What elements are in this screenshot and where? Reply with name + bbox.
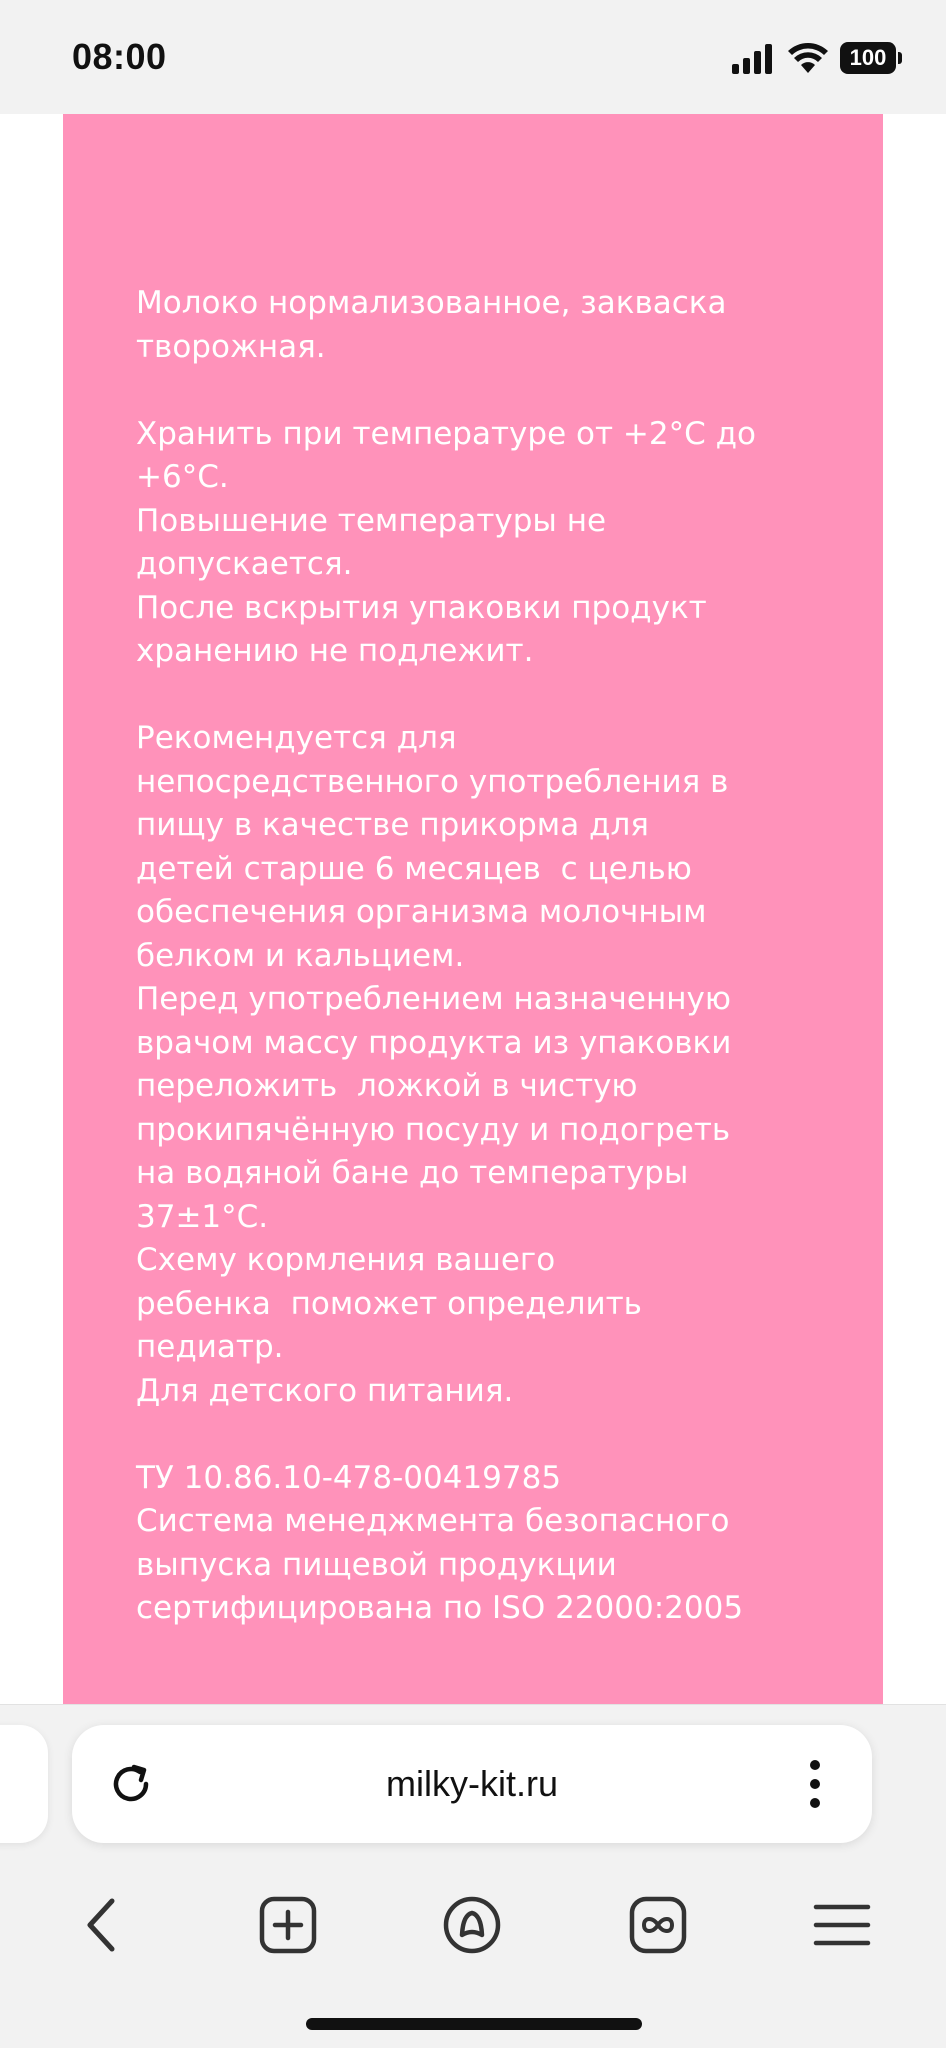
text-line: сертифицирована по ISO 22000:2005 [136, 1590, 744, 1626]
signal-icon [732, 44, 776, 74]
text-line: Система менеджмента безопасного [136, 1503, 730, 1539]
text-line: пищу в качестве прикорма для [136, 807, 649, 843]
back-icon [82, 1897, 122, 1953]
text-line: выпуска пищевой продукции [136, 1546, 617, 1583]
text-line: педиатр. [136, 1329, 284, 1365]
browser-bottom-bar [0, 1704, 946, 2048]
more-icon[interactable] [808, 1759, 822, 1809]
home-indicator [306, 2018, 642, 2030]
menu-icon [813, 1903, 871, 1947]
menu-button[interactable] [802, 1885, 882, 1965]
text-line: Рекомендуется для [136, 720, 457, 756]
text-line: детей старше 6 месяцев с целью [136, 850, 692, 887]
tabs-button[interactable] [618, 1885, 698, 1965]
new-tab-button[interactable] [248, 1885, 328, 1965]
battery-level: 100 [849, 45, 887, 70]
text-line: Молоко нормализованное, закваска [136, 285, 727, 321]
paragraph-gap [136, 369, 836, 413]
text-line: врачом массу продукта из упаковки [136, 1024, 732, 1061]
text-line: Для детского питания. [136, 1372, 514, 1409]
paragraph-gap [136, 1413, 836, 1457]
tabs-icon [629, 1896, 687, 1954]
text-line: ребенка поможет определить [136, 1285, 642, 1322]
text-line: прокипячённую посуду и подогреть [136, 1111, 731, 1148]
text-line: +6°С. [136, 459, 229, 495]
battery-icon [840, 42, 902, 74]
product-info-panel [63, 114, 883, 1704]
text-line: Хранить при температуре от +2°С до [136, 415, 756, 452]
text-line: обеспечения организма молочным [136, 894, 707, 930]
alice-icon [442, 1895, 502, 1955]
product-info-text [136, 282, 836, 1631]
text-line: Схему кормления вашего [136, 1242, 556, 1278]
back-button[interactable] [62, 1885, 142, 1965]
text-line: 37±1°С. [136, 1198, 269, 1235]
text-line: Повышение температуры не [136, 502, 607, 539]
status-time: 08:00 [72, 36, 167, 77]
url-text[interactable]: milky-kit.ru [386, 1763, 558, 1804]
alice-button[interactable] [432, 1885, 512, 1965]
text-line: хранению не подлежит. [136, 633, 534, 669]
paragraph-gap [136, 674, 836, 718]
text-line: допускается. [136, 546, 353, 582]
status-bar [0, 0, 946, 114]
browser-nav-bar [0, 1885, 946, 1985]
text-line: творожная. [136, 328, 326, 365]
web-content [0, 114, 946, 1704]
text-line: белком и кальцием. [136, 937, 465, 974]
address-bar[interactable] [72, 1725, 872, 1843]
text-line: ТУ 10.86.10-478-00419785 [136, 1459, 562, 1496]
text-line: Перед употреблением назначенную [136, 981, 731, 1017]
wifi-icon [788, 40, 828, 74]
text-line: непосредственного употребления в [136, 763, 729, 800]
text-line: После вскрытия упаковки продукт [136, 589, 707, 626]
new-tab-icon [259, 1896, 317, 1954]
reload-icon[interactable] [108, 1761, 154, 1807]
battery-tip [898, 52, 902, 64]
text-line: переложить ложкой в чистую [136, 1068, 638, 1104]
text-line: на водяной бане до температуры [136, 1155, 689, 1191]
previous-tab-card[interactable] [0, 1725, 48, 1843]
